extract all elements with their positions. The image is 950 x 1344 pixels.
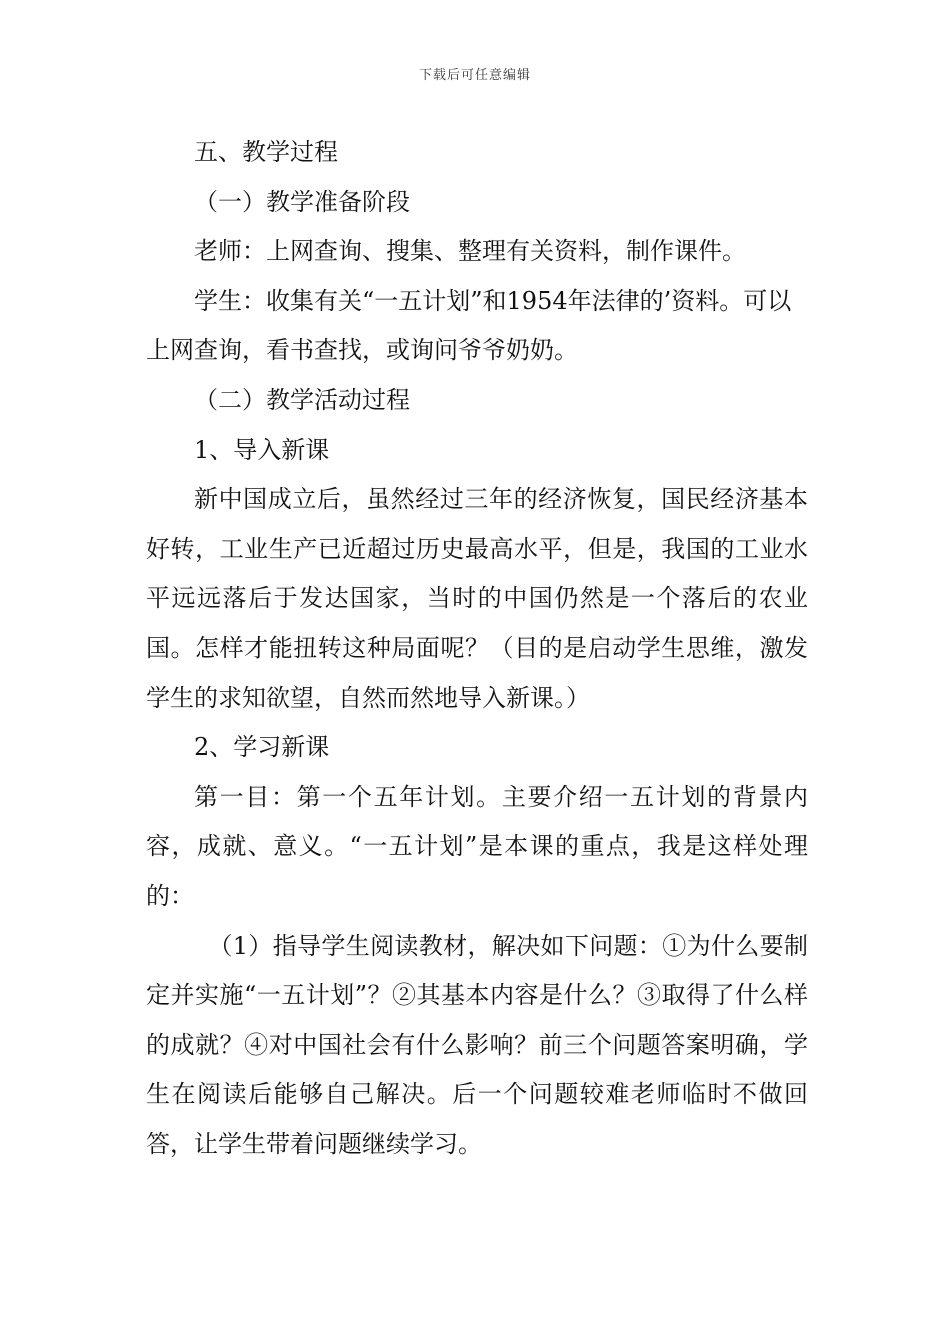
- teacher-prep-paragraph: 老师：上网查询、搜集、整理有关资料，制作课件。: [194, 237, 746, 266]
- document-body: [146, 128, 808, 1169]
- student-prep-paragraph: 学生：收集有关“一五计划”和1954年法律的’资料。可以上网查询，看书查找，或询问爷爷奶奶。: [146, 286, 792, 365]
- header-note: 下载后可任意编辑: [418, 68, 531, 83]
- subsection-heading: （一）教学准备阶段: [194, 187, 410, 216]
- step-heading: 2、学习新课: [194, 733, 330, 762]
- step-heading: 1、导入新课: [194, 435, 330, 464]
- lesson-paragraph: 第一目：第一个五年计划。主要介绍一五计划的背景内容，成就、意义。“一五计划”是本课的重点，我是这样处理的：: [146, 782, 808, 910]
- section-heading: 五、教学过程: [194, 138, 338, 166]
- guidance-paragraph: （1）指导学生阅读教材，解决如下问题：①为什么要制定并实施“一五计划”？②其基本内容是什么？③取得了什么样的成就？④对中国社会有什么影响？前三个问题答案明确，学生在阅读后能够自己解决。后一个问题较难老师临时不做回答，让学生带着问题继续学习。: [146, 931, 808, 1158]
- subsection-heading: （二）教学活动过程: [194, 385, 410, 414]
- intro-paragraph: 新中国成立后，虽然经过三年的经济恢复，国民经济基本好转，工业生产已近超过历史最高水平，但是，我国的工业水平远远落后于发达国家，当时的中国仍然是一个落后的农业国。怎样才能扭转这种局面呢？（目的是启动学生思维，激发学生的求知欲望，自然而然地导入新课。）: [146, 485, 808, 712]
